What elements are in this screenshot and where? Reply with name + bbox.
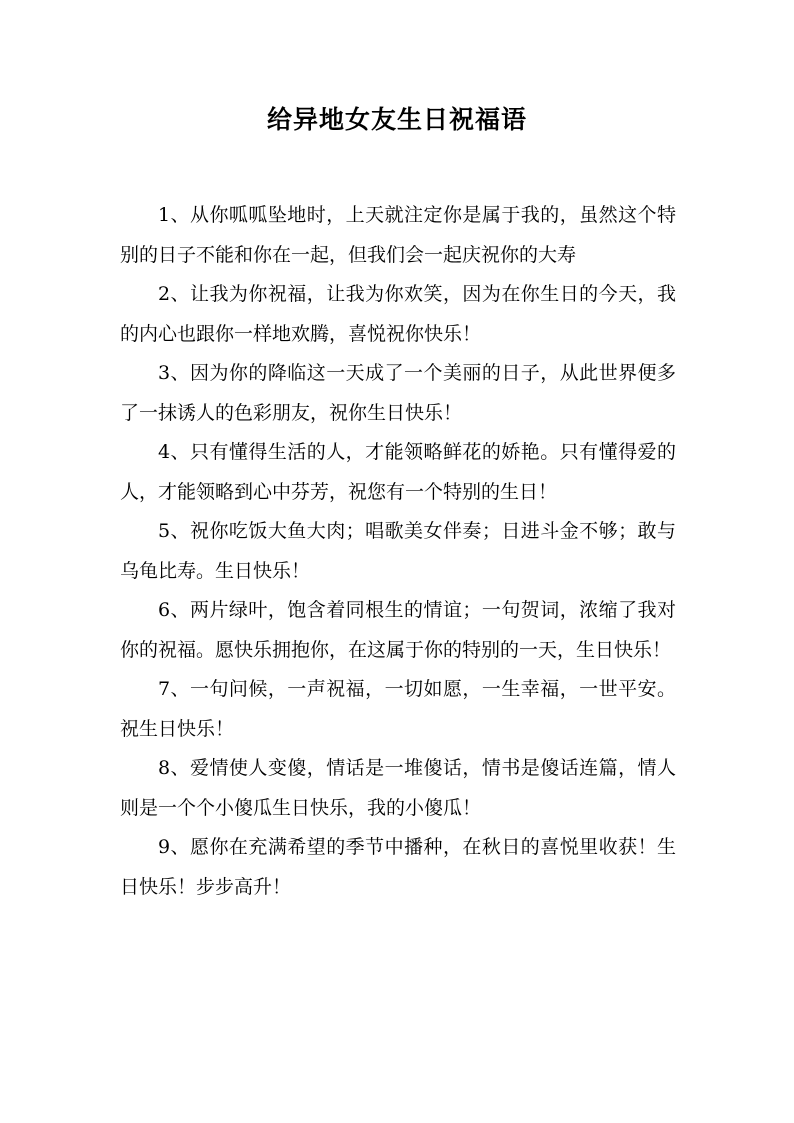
document-body (120, 196, 676, 907)
paragraph-9: 9、愿你在充满希望的季节中播种，在秋日的喜悦里收获！生日快乐！步步高升！ (120, 836, 676, 898)
paragraph-3: 3、因为你的降临这一天成了一个美丽的日子，从此世界便多了一抹诱人的色彩朋友，祝你生日快乐！ (120, 362, 676, 424)
paragraph-8: 8、爱情使人变傻，情话是一堆傻话，情书是傻话连篇，情人则是一个个小傻瓜生日快乐，我的小傻瓜！ (120, 757, 676, 819)
paragraph-5: 5、祝你吃饭大鱼大肉；唱歌美女伴奏；日进斗金不够；敢与乌龟比寿。生日快乐！ (120, 520, 676, 582)
document-title: 给异地女友生日祝福语 (266, 105, 527, 134)
paragraph-2: 2、让我为你祝福，让我为你欢笑，因为在你生日的今天，我的内心也跟你一样地欢腾，喜悦祝你快乐！ (120, 283, 676, 345)
paragraph-7: 7、一句问候，一声祝福，一切如愿，一生幸福，一世平安。祝生日快乐！ (120, 678, 676, 740)
paragraph-1: 1、从你呱呱坠地时，上天就注定你是属于我的，虽然这个特别的日子不能和你在一起，但我们会一起庆祝你的大寿 (120, 204, 676, 266)
paragraph-6: 6、两片绿叶，饱含着同根生的情谊；一句贺词，浓缩了我对你的祝福。愿快乐拥抱你，在这属于你的特别的一天，生日快乐！ (120, 599, 676, 661)
paragraph-4: 4、只有懂得生活的人，才能领略鲜花的娇艳。只有懂得爱的人，才能领略到心中芬芳，祝您有一个特别的生日！ (120, 441, 676, 503)
